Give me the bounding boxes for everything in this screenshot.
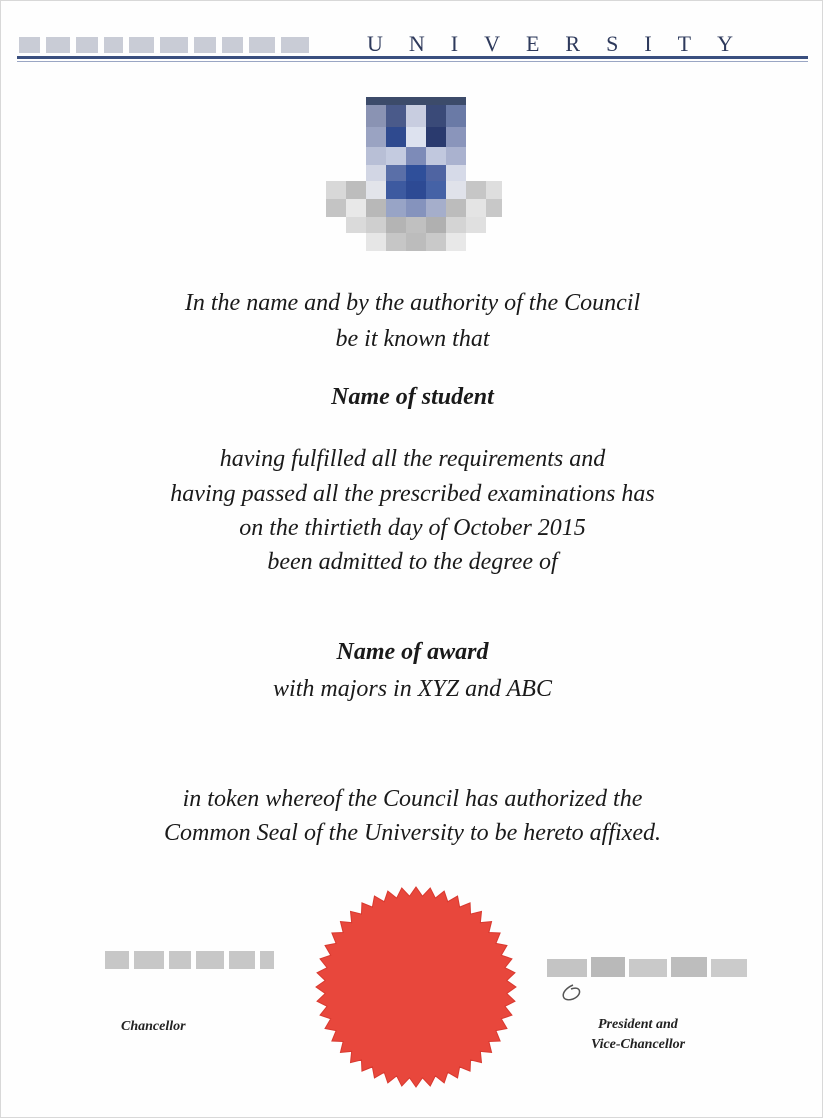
majors-line: with majors in XYZ and ABC (273, 676, 552, 702)
common-seal-icon (314, 885, 518, 1089)
chancellor-signature-redacted (105, 951, 274, 969)
date-line: on the thirtieth day of October 2015 (239, 515, 586, 541)
token-line-2: Common Seal of the University to be hereto affixed. (163, 820, 661, 846)
university-crest-icon (326, 97, 506, 257)
president-signature-redacted (537, 941, 767, 1011)
admitted-line: been admitted to the degree of (267, 549, 558, 575)
student-name: Name of student (331, 384, 494, 410)
header-title: UNIVERSITY (367, 31, 759, 56)
university-name-redacted (19, 36, 309, 54)
token-line-1: in token whereof the Council has authorized the (182, 786, 643, 812)
header-rule-thin (17, 61, 808, 62)
award-name: Name of award (336, 639, 489, 665)
president-title-line-2: Vice-Chancellor (591, 1037, 686, 1052)
known-line: be it known that (335, 326, 490, 352)
requirements-line-1: having fulfilled all the requirements and (219, 446, 606, 472)
chancellor-title: Chancellor (121, 1019, 186, 1034)
requirements-line-2: having passed all the prescribed examinations has (170, 481, 655, 507)
authority-line: In the name and by the authority of the Council (184, 290, 641, 316)
president-title-line-1: President and (598, 1017, 678, 1032)
header-rule (17, 56, 808, 59)
